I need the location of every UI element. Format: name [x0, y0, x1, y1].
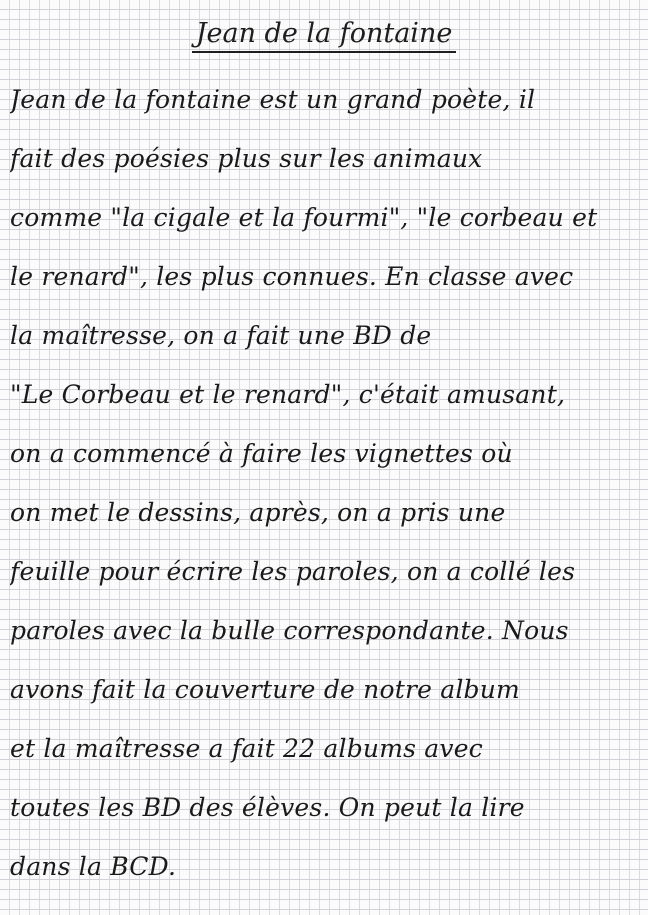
text-line-13: toutes les BD des élèves. On peut la lire [10, 793, 525, 822]
text-line-4: le renard", les plus connues. En classe avec [10, 262, 574, 291]
handwritten-text [10, 77, 634, 903]
text-line-12: et la maîtresse a fait 22 albums avec [10, 734, 483, 763]
page-title [0, 18, 648, 49]
text-line-8: on met le dessins, après, on a pris une [10, 498, 506, 527]
text-line-5: la maîtresse, on a fait une BD de [10, 321, 432, 350]
text-line-14: dans la BCD. [10, 852, 177, 881]
text-line-1: Jean de la fontaine est un grand poète, il [10, 85, 536, 114]
text-line-7: on a commencé à faire les vignettes où [10, 439, 513, 468]
text-line-2: fait des poésies plus sur les animaux [10, 144, 483, 173]
text-line-10: paroles avec la bulle correspondante. Nous [10, 616, 569, 645]
page-title-text: Jean de la fontaine [192, 18, 457, 53]
text-line-6: "Le Corbeau et le renard", c'était amusant, [10, 380, 566, 409]
text-line-3: comme "la cigale et la fourmi", "le corbeau et [10, 203, 598, 232]
text-line-11: avons fait la couverture de notre album [10, 675, 520, 704]
text-line-9: feuille pour écrire les paroles, on a collé les [10, 557, 576, 586]
